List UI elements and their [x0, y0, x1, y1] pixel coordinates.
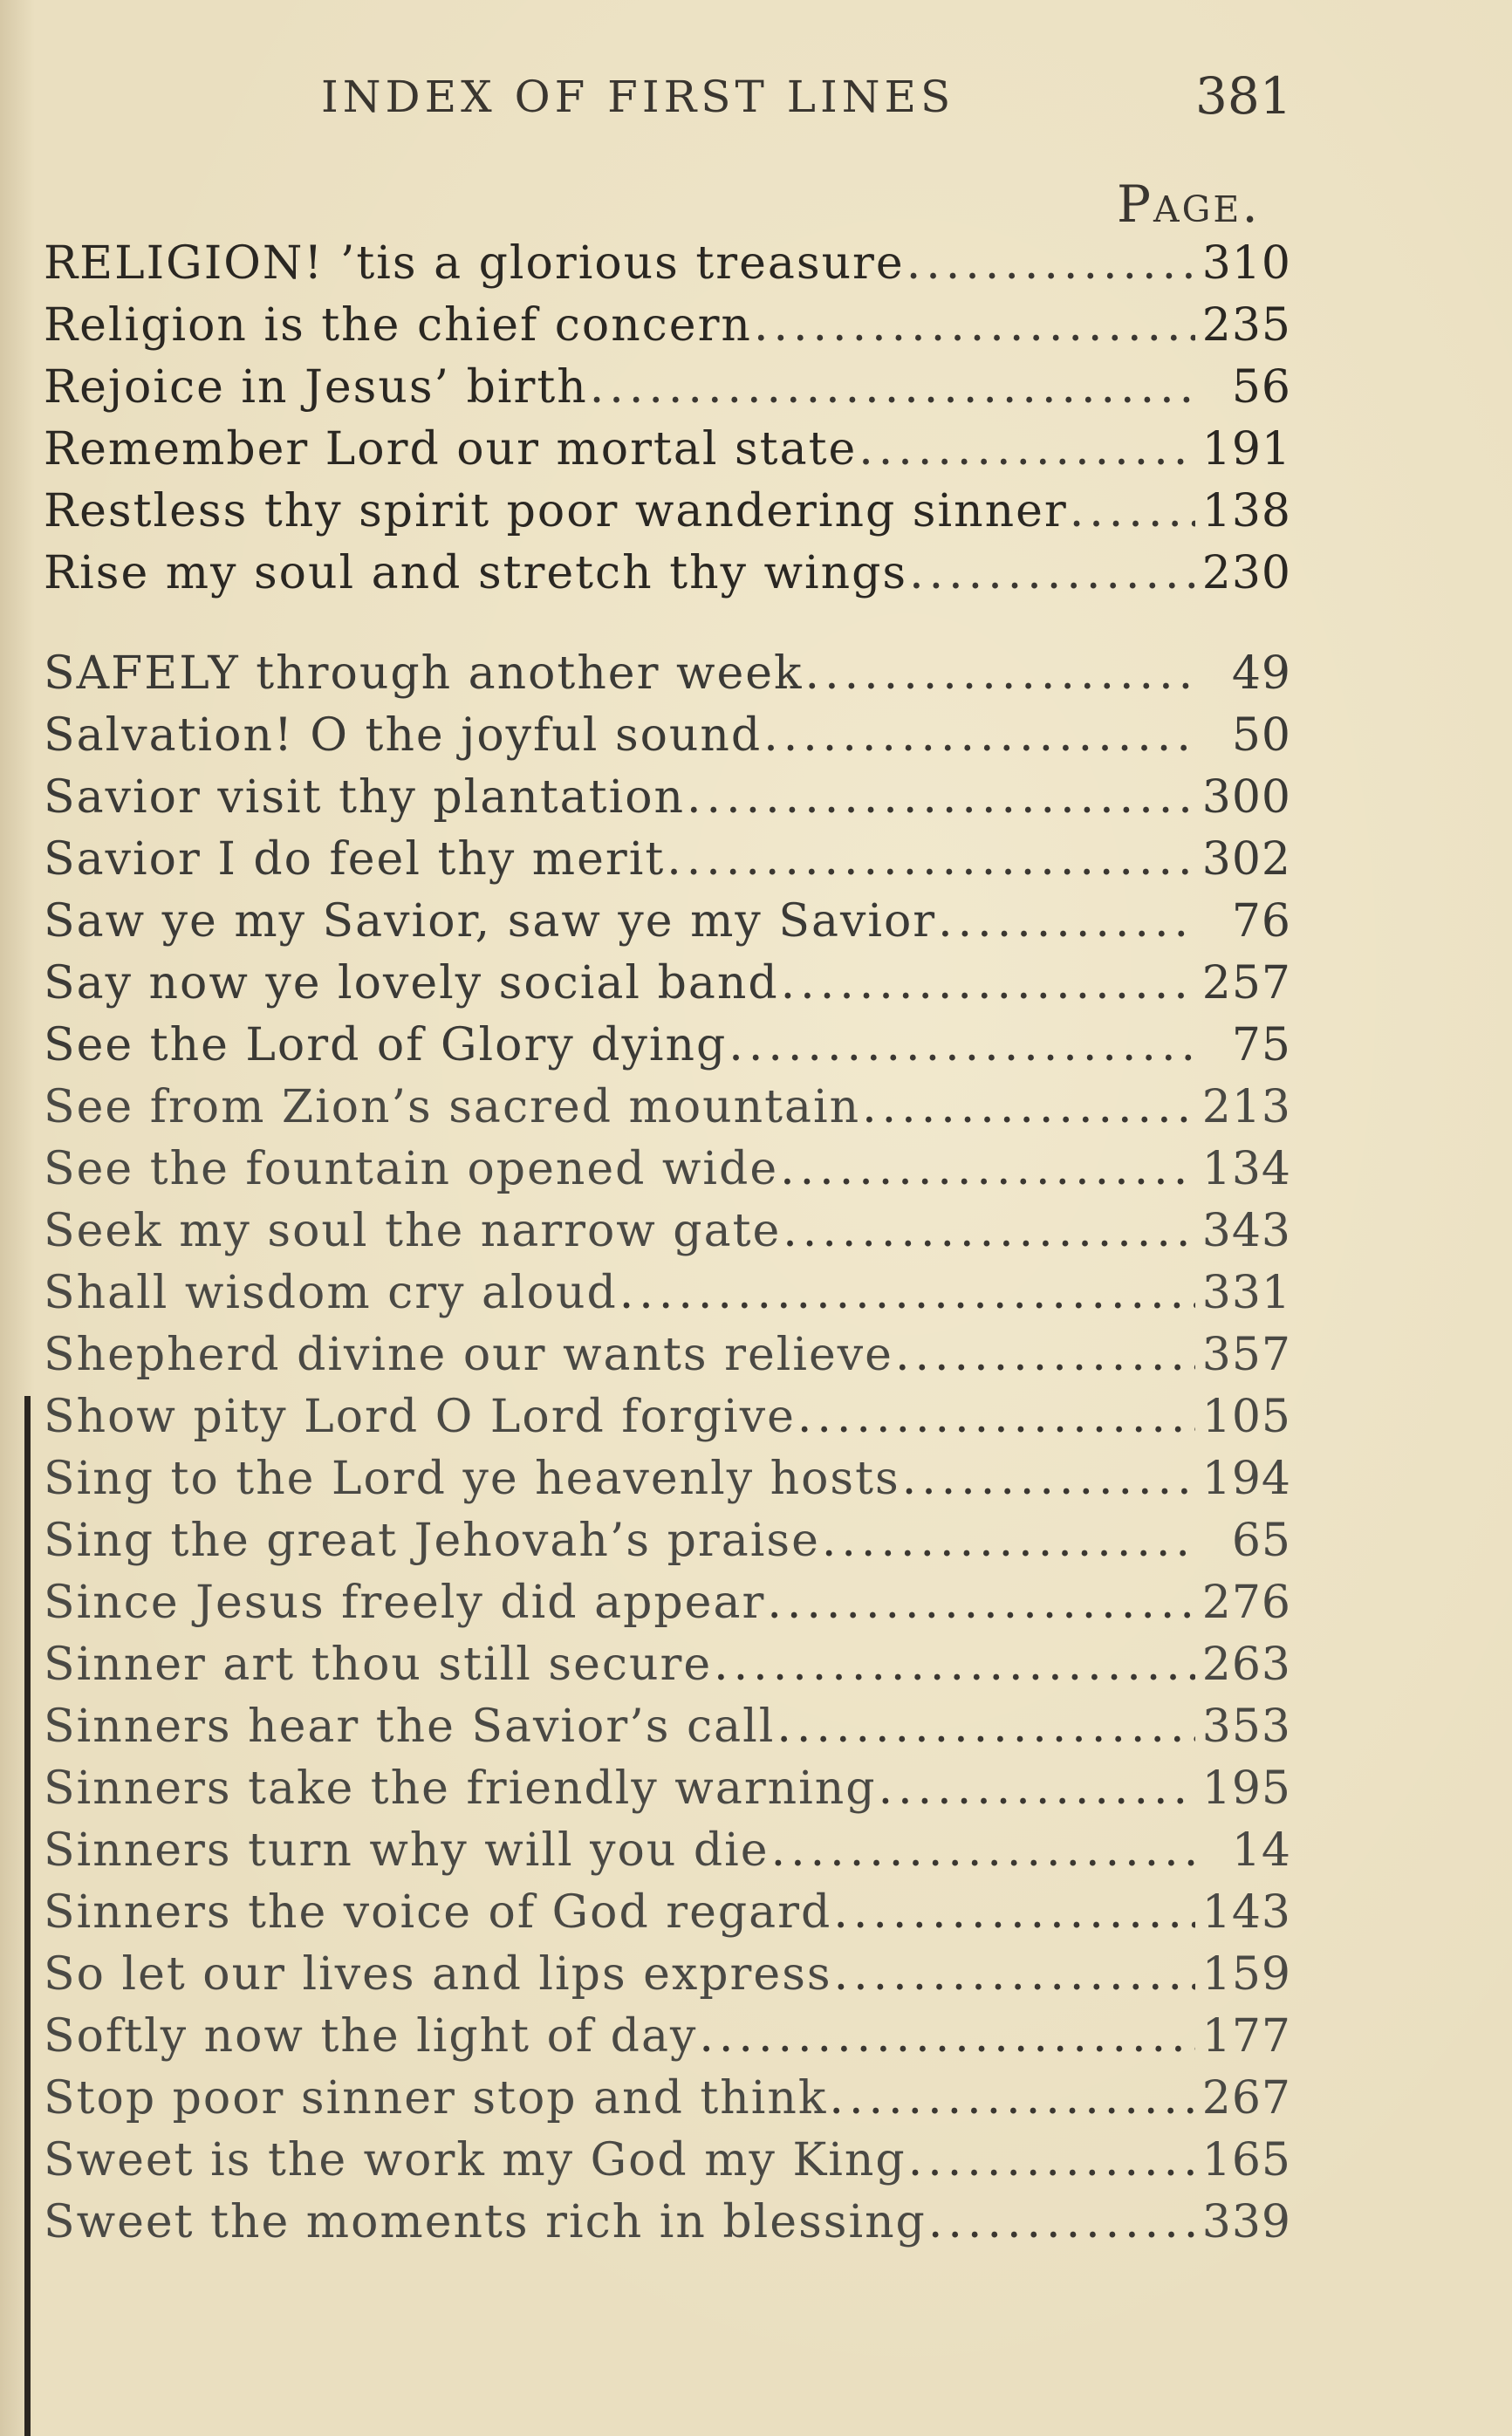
- hymn-page-number: 138: [1201, 485, 1291, 537]
- index-entry: [44, 237, 1291, 299]
- first-line-text: Sinner art thou still secure: [44, 1639, 713, 1691]
- hymn-page-number: 76: [1231, 895, 1291, 948]
- page-number: 381: [1195, 66, 1292, 126]
- dot-leader: [832, 1948, 1195, 2001]
- dot-leader: [770, 1824, 1195, 1877]
- dot-leader: [804, 647, 1195, 700]
- first-line-text: Shall wisdom cry aloud: [44, 1267, 618, 1319]
- dot-leader: [796, 1391, 1195, 1443]
- hymn-page-number: 213: [1201, 1081, 1291, 1133]
- dot-leader: [820, 1515, 1195, 1567]
- dot-leader: [831, 1886, 1195, 1939]
- first-line-text: Stop poor sinner stop and think: [44, 2072, 828, 2125]
- first-line-text: Seek my soul the narrow gate: [44, 1205, 782, 1257]
- binding-edge: [24, 1396, 31, 2436]
- index-entry: [44, 485, 1291, 547]
- first-line-text: Saw ye my Savior, saw ye my Savior: [44, 895, 937, 948]
- index-entry: [44, 1886, 1291, 1948]
- dot-leader: [893, 1329, 1195, 1381]
- index-entry: [44, 895, 1291, 957]
- hymn-page-number: 343: [1201, 1205, 1291, 1257]
- hymn-page-number: 230: [1201, 547, 1291, 599]
- running-title: INDEX OF FIRST LINES: [321, 72, 955, 122]
- index-entry: [44, 1639, 1291, 1700]
- hymn-page-number: 56: [1231, 361, 1291, 414]
- hymn-page-number: 50: [1231, 709, 1291, 762]
- hymn-page-number: 143: [1201, 1886, 1291, 1939]
- first-line-text: Rejoice in Jesus’ birth: [44, 361, 588, 414]
- index-entry: [44, 423, 1291, 485]
- dot-leader: [877, 1762, 1195, 1815]
- first-line-text: See from Zion’s sacred mountain: [44, 1081, 861, 1133]
- index-section-s: [44, 647, 1291, 2258]
- hymn-page-number: 339: [1201, 2196, 1291, 2248]
- first-line-text: Sweet the moments rich in blessing: [44, 2196, 927, 2248]
- dot-leader: [775, 1700, 1195, 1753]
- hymn-page-number: 257: [1201, 957, 1291, 1009]
- hymn-page-number: 105: [1201, 1391, 1291, 1443]
- page-column-label: Page.: [1117, 174, 1261, 234]
- index-entry: [44, 1391, 1291, 1453]
- first-line-text: SAFELY through another week: [44, 647, 804, 700]
- dot-leader: [618, 1267, 1195, 1319]
- dot-leader: [697, 2010, 1195, 2063]
- hymn-page-number: 331: [1201, 1267, 1291, 1319]
- index-entry: [44, 1515, 1291, 1577]
- hymn-page-number: 159: [1201, 1948, 1291, 2001]
- first-line-text: Softly now the light of day: [44, 2010, 698, 2063]
- first-line-text: Restless thy spirit poor wandering sinner: [44, 485, 1068, 537]
- hymn-page-number: 353: [1201, 1700, 1291, 1753]
- index-section-r: [44, 237, 1291, 609]
- first-line-text: Rise my soul and stretch thy wings: [44, 547, 908, 599]
- first-line-text: See the Lord of Glory dying: [44, 1019, 728, 1071]
- dot-leader: [779, 957, 1195, 1009]
- first-line-text: Sinners take the friendly warning: [44, 1762, 877, 1815]
- index-entry: [44, 299, 1291, 361]
- hymn-page-number: 276: [1201, 1577, 1291, 1629]
- first-line-text: Sweet is the work my God my King: [44, 2134, 907, 2186]
- hymn-page-number: 134: [1201, 1143, 1291, 1195]
- index-entry: [44, 1267, 1291, 1329]
- dot-leader: [827, 2072, 1195, 2125]
- hymn-page-number: 65: [1231, 1515, 1291, 1567]
- hymn-page-number: 195: [1201, 1762, 1291, 1815]
- hymn-page-number: 302: [1201, 833, 1291, 886]
- hymn-page-number: 194: [1201, 1453, 1291, 1505]
- index-entry: [44, 547, 1291, 609]
- index-entry: [44, 1329, 1291, 1391]
- index-entry: [44, 1824, 1291, 1886]
- dot-leader: [905, 237, 1195, 290]
- first-line-text: Sing the great Jehovah’s praise: [44, 1515, 820, 1567]
- first-line-text: Sinners the voice of God regard: [44, 1886, 832, 1939]
- hymn-page-number: 357: [1201, 1329, 1291, 1381]
- dot-leader: [727, 1019, 1195, 1071]
- dot-leader: [765, 1577, 1195, 1629]
- hymn-page-number: 267: [1201, 2072, 1291, 2125]
- first-line-text: Say now ye lovely social band: [44, 957, 779, 1009]
- index-entry: [44, 2072, 1291, 2134]
- first-line-text: Since Jesus freely did appear: [44, 1577, 766, 1629]
- dot-leader: [685, 771, 1195, 824]
- hymn-page-number: 300: [1201, 771, 1291, 824]
- dot-leader: [900, 1453, 1195, 1505]
- dot-leader: [907, 547, 1195, 599]
- index-entry: [44, 2010, 1291, 2072]
- hymn-page-number: 49: [1231, 647, 1291, 700]
- index-entry: [44, 1577, 1291, 1639]
- dot-leader: [588, 361, 1195, 414]
- dot-leader: [665, 833, 1195, 886]
- index-entry: [44, 2196, 1291, 2258]
- index-entry: [44, 1700, 1291, 1762]
- index-entry: [44, 1762, 1291, 1824]
- index-entry: [44, 361, 1291, 423]
- dot-leader: [927, 2196, 1195, 2248]
- index-entry: [44, 771, 1291, 833]
- index-entry: [44, 1019, 1291, 1081]
- dot-leader: [712, 1639, 1195, 1691]
- hymn-page-number: 191: [1201, 423, 1291, 476]
- dot-leader: [860, 1081, 1195, 1133]
- index-entry: [44, 709, 1291, 771]
- index-entry: [44, 1081, 1291, 1143]
- first-line-text: Salvation! O the joyful sound: [44, 709, 763, 762]
- first-line-text: Shepherd divine our wants relieve: [44, 1329, 893, 1381]
- first-line-text: See the fountain opened wide: [44, 1143, 779, 1195]
- first-line-text: So let our lives and lips express: [44, 1948, 832, 2001]
- dot-leader: [752, 299, 1195, 352]
- hymn-page-number: 177: [1201, 2010, 1291, 2063]
- index-entry: [44, 2134, 1291, 2196]
- index-entry: [44, 647, 1291, 709]
- hymn-page-number: 75: [1231, 1019, 1291, 1071]
- dot-leader: [781, 1205, 1195, 1257]
- first-line-text: RELIGION! ’tis a glorious treasure: [44, 237, 905, 290]
- dot-leader: [762, 709, 1195, 762]
- index-entry: [44, 1453, 1291, 1515]
- hymn-page-number: 263: [1201, 1639, 1291, 1691]
- first-line-text: Sing to the Lord ye heavenly hosts: [44, 1453, 900, 1505]
- first-line-text: Religion is the chief concern: [44, 299, 752, 352]
- index-entry: [44, 1948, 1291, 2010]
- hymn-page-number: 14: [1231, 1824, 1291, 1877]
- first-line-text: Savior visit thy plantation: [44, 771, 686, 824]
- first-line-text: Savior I do feel thy merit: [44, 833, 666, 886]
- first-line-text: Sinners turn why will you die: [44, 1824, 770, 1877]
- first-line-text: Sinners hear the Savior’s call: [44, 1700, 776, 1753]
- dot-leader: [907, 2134, 1195, 2186]
- hymn-page-number: 165: [1201, 2134, 1291, 2186]
- index-entry: [44, 1205, 1291, 1267]
- index-entry: [44, 1143, 1291, 1205]
- dot-leader: [936, 895, 1195, 948]
- index-entry: [44, 833, 1291, 895]
- dot-leader: [857, 423, 1195, 476]
- dot-leader: [778, 1143, 1195, 1195]
- first-line-text: Remember Lord our mortal state: [44, 423, 858, 476]
- index-entry: [44, 957, 1291, 1019]
- dot-leader: [1068, 485, 1195, 537]
- hymn-page-number: 235: [1201, 299, 1291, 352]
- first-line-text: Show pity Lord O Lord forgive: [44, 1391, 796, 1443]
- hymn-page-number: 310: [1201, 237, 1291, 290]
